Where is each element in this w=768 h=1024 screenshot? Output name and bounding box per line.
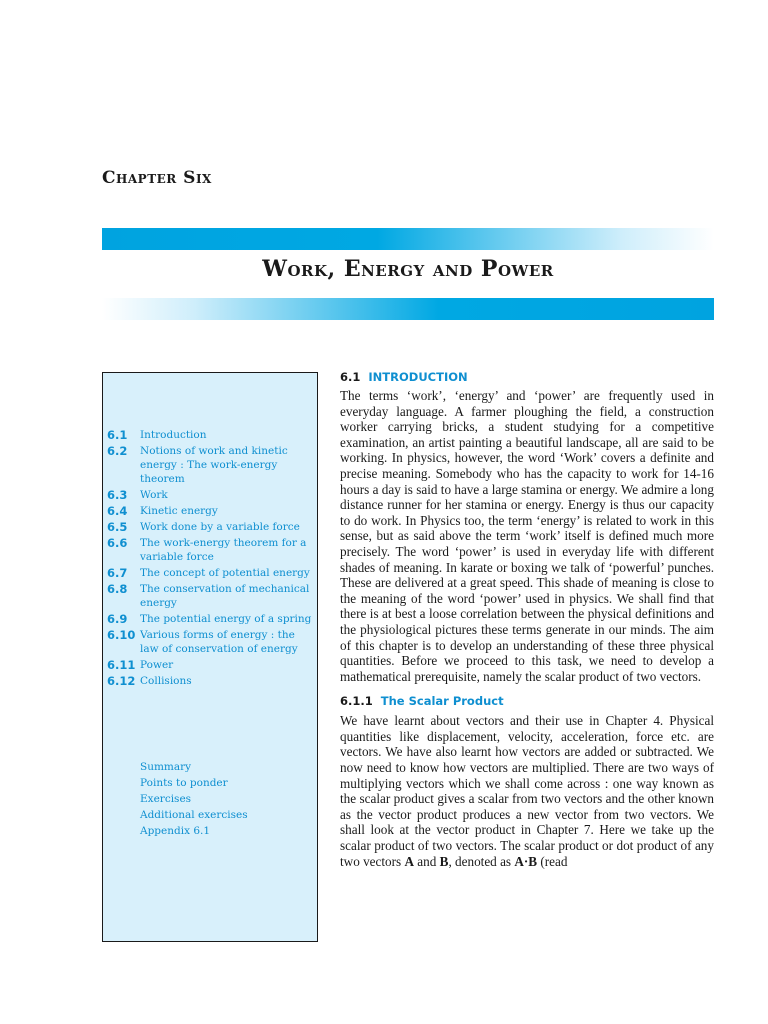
title-band-top bbox=[102, 228, 714, 250]
toc-extra-item: Appendix 6.1 bbox=[140, 825, 211, 837]
toc-item bbox=[107, 612, 315, 626]
title-band-bottom bbox=[102, 298, 714, 320]
toc-item-number: 6.1 bbox=[107, 428, 128, 442]
main-column bbox=[340, 370, 714, 879]
toc-item-text: Various forms of energy : the law of conservation of energy bbox=[140, 629, 298, 655]
toc-item-text: The concept of potential energy bbox=[140, 567, 310, 579]
toc-extra-list bbox=[140, 759, 248, 839]
chapter-title: Work, Energy and Power bbox=[262, 256, 554, 282]
toc-item-text: Collisions bbox=[140, 675, 192, 687]
toc-item-text: The potential energy of a spring bbox=[140, 613, 312, 625]
toc-item bbox=[107, 536, 315, 564]
section-number: 6.1 bbox=[340, 370, 361, 384]
toc-item-number: 6.11 bbox=[107, 658, 136, 672]
toc-item bbox=[107, 628, 315, 656]
toc-list bbox=[107, 428, 315, 690]
toc-item bbox=[107, 488, 315, 502]
toc-item bbox=[107, 504, 315, 518]
trailing-text: (read bbox=[537, 853, 568, 869]
toc-item-text: Notions of work and kinetic energy : The work-energy theorem bbox=[140, 445, 288, 485]
toc-item bbox=[107, 582, 315, 610]
scalar-product-paragraph bbox=[340, 713, 714, 869]
subsection-heading bbox=[340, 694, 714, 708]
scalar-paragraph-text: We have learnt about vectors and their use in Chapter 4. Physical quantities like displacement, velocity, acceleration, force etc. are vectors. We have also learnt how vectors are added or subtracted. We now need to know how vectors are multiplied. There are two ways of multiplying vectors which we shall come across : one way known as the scalar product gives a scalar from two vectors and the other known as the vector product produces a new vector from two vectors. We shall look at the vector product in Chapter 7. Here we take up the scalar product of two vectors. The scalar product or dot product of any two vectors bbox=[340, 713, 714, 869]
toc-item-number: 6.2 bbox=[107, 444, 128, 458]
toc-extra-item: Exercises bbox=[140, 793, 192, 805]
vector-b: B bbox=[439, 853, 449, 869]
toc-extra-item: Additional exercises bbox=[140, 809, 248, 821]
toc-item-number: 6.3 bbox=[107, 488, 128, 502]
vector-a: A bbox=[404, 853, 414, 869]
toc-item bbox=[107, 444, 315, 486]
denoted-as: , denoted as bbox=[448, 853, 515, 869]
toc-item-text: Work bbox=[140, 489, 168, 501]
toc-item-text: Kinetic energy bbox=[140, 505, 218, 517]
table-of-contents bbox=[102, 372, 318, 942]
toc-item-number: 6.9 bbox=[107, 612, 128, 626]
toc-item-number: 6.5 bbox=[107, 520, 128, 534]
toc-extra-item: Points to ponder bbox=[140, 777, 228, 789]
toc-item-text: Work done by a variable force bbox=[140, 521, 300, 533]
chapter-label: Chapter Six bbox=[102, 168, 212, 188]
toc-item-number: 6.12 bbox=[107, 674, 136, 688]
subsection-title: The Scalar Product bbox=[380, 694, 504, 709]
toc-item-number: 6.8 bbox=[107, 582, 128, 596]
toc-item-text: The work-energy theorem for a variable force bbox=[140, 537, 307, 563]
intro-paragraph: The terms ‘work’, ‘energy’ and ‘power’ are frequently used in everyday language. A farmer ploughing the field, a construction worker carrying bricks, a student studying for a competitive examination, an artist painting a beautiful landscape, all are said to be working. In physics, however, the word ‘Work’ covers a definite and precise meaning. Somebody who has the capacity to work for 14-16 hours a day is said to have a large stamina or energy. We admire a long distance runner for her stamina or energy. Energy is thus our capacity to do work. In Physics too, the term ‘energy’ is related to work in this sense, but as said above the term ‘work’ itself is defined much more precisely. The word ‘power’ is used in everyday life with different shades of meaning. In karate or boxing we talk of ‘powerful’ punches. These are delivered at a great speed. This shade of meaning is close to the meaning of the word ‘power’ used in physics. We shall find that there is at best a loose correlation between the physical definitions and the physiological pictures these terms generate in our minds. The aim of this chapter is to develop an understanding of these three physical quantities. Before we proceed to this task, we need to develop a mathematical prerequisite, namely the scalar product of two vectors. bbox=[340, 388, 714, 684]
and-word: and bbox=[414, 853, 440, 869]
subsection-number: 6.1.1 bbox=[340, 694, 373, 709]
toc-item-number: 6.7 bbox=[107, 566, 128, 580]
toc-item bbox=[107, 520, 315, 534]
toc-item-text: Power bbox=[140, 659, 174, 671]
toc-item-text: Introduction bbox=[140, 429, 207, 441]
dot-product-ab: A·B bbox=[514, 853, 538, 869]
toc-item-number: 6.6 bbox=[107, 536, 128, 550]
toc-item bbox=[107, 658, 315, 672]
toc-item bbox=[107, 674, 315, 688]
toc-extra-item: Summary bbox=[140, 761, 192, 773]
toc-item bbox=[107, 566, 315, 580]
toc-item bbox=[107, 428, 315, 442]
toc-item-number: 6.10 bbox=[107, 628, 136, 642]
toc-item-text: The conservation of mechanical energy bbox=[140, 583, 310, 609]
toc-item-number: 6.4 bbox=[107, 504, 128, 518]
section-title: INTRODUCTION bbox=[368, 370, 468, 384]
section-heading bbox=[340, 370, 714, 384]
